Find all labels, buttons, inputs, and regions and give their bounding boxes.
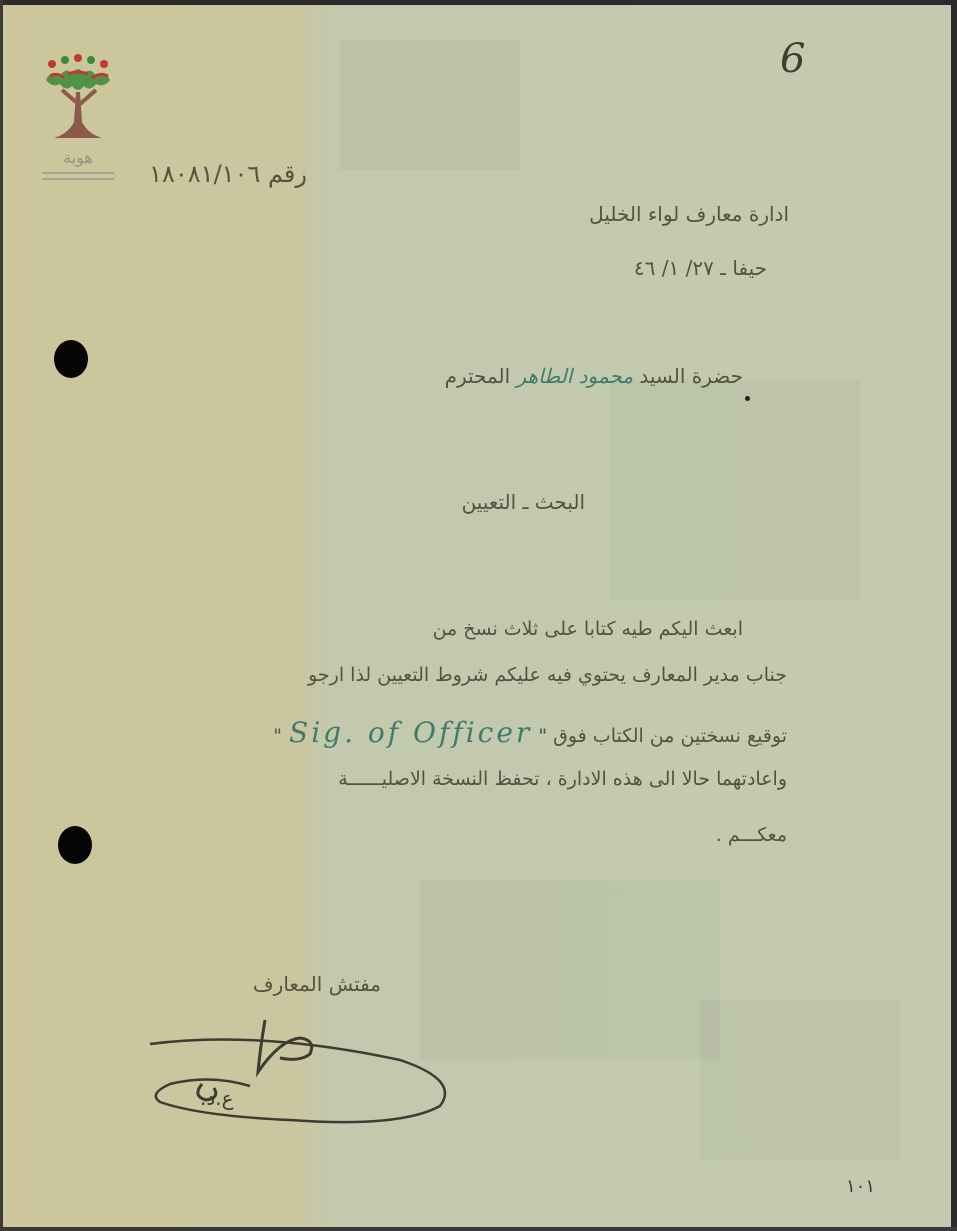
scan-edge-bottom — [0, 1227, 957, 1231]
body-line-3-suffix: " — [273, 725, 283, 747]
body-line-4: واعادتهما حالا الى هذه الادارة ، تحفظ النسخة الاصليــــــة — [338, 768, 787, 790]
subject-line: البحث ـ التعيين — [461, 490, 585, 514]
addressee-name: محمود الطاهر — [516, 364, 634, 388]
punch-hole-bottom — [58, 826, 92, 864]
handwritten-annotation: Sig. of Officer — [289, 716, 533, 749]
signature-title: مفتش المعارف — [252, 972, 381, 996]
body-line-3 — [273, 716, 787, 749]
body-line-2: جناب مدير المعارف يحتوي فيه عليكم شروط التعيين لذا ارجو — [308, 664, 787, 686]
paper-stain — [700, 1000, 900, 1160]
header-office: ادارة معارف لواء الخليل — [589, 202, 789, 226]
logo-text: هوية — [63, 148, 93, 167]
body-line-1: ابعث اليكم طيه كتابا على ثلاث نسخ من — [432, 618, 743, 640]
reference-number: رقم ١٨٠٨١/١٠٦ — [149, 160, 307, 188]
logo-underline — [42, 172, 114, 174]
footer-mark: ١٠١ — [845, 1176, 875, 1197]
addressee-suffix: المحترم — [444, 364, 511, 388]
header-date: حيفا ـ ٢٧/ ١/ ٤٦ — [633, 256, 767, 280]
handwritten-signature-icon — [140, 1010, 470, 1130]
scan-edge-right — [951, 0, 957, 1231]
body-line-5: معكـــم . — [715, 824, 787, 846]
logo-underline — [42, 178, 114, 180]
punch-hole-top — [54, 340, 88, 378]
page-number: 6 — [780, 36, 806, 82]
ink-dot — [745, 396, 750, 401]
scan-edge-left — [0, 0, 3, 1231]
paper-stain — [340, 40, 520, 170]
addressee-prefix: حضرة السيد — [639, 364, 743, 388]
archive-logo — [38, 52, 118, 202]
paper-stain — [610, 380, 860, 600]
body-line-3-prefix: توقيع نسختين من الكتاب فوق " — [538, 725, 787, 747]
signature-mark: ع.د. — [200, 1086, 234, 1110]
scan-edge-top — [0, 0, 957, 5]
addressee-line — [445, 364, 743, 388]
